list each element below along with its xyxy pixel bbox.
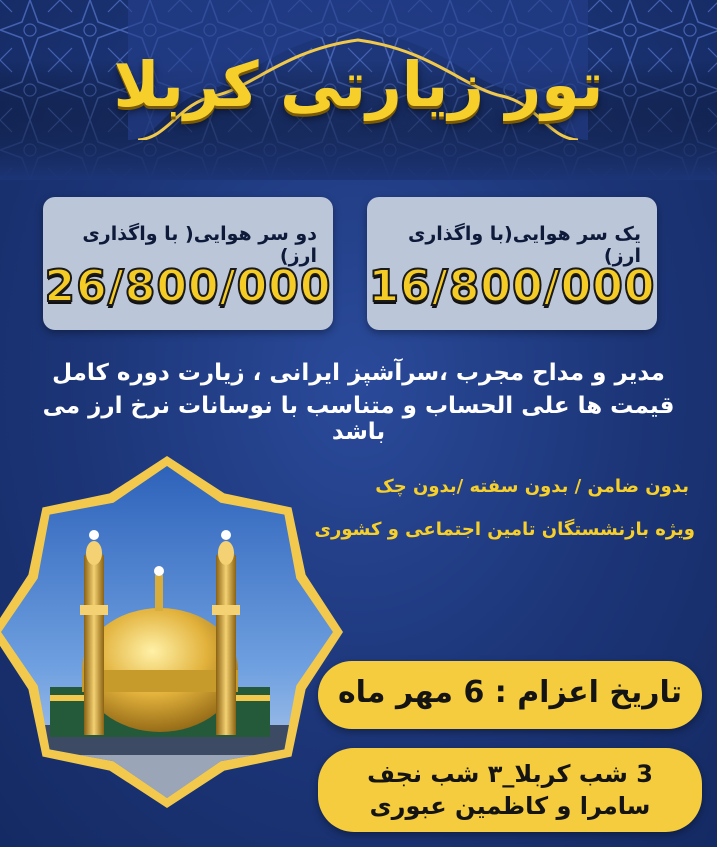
price-card-round-trip (43, 197, 333, 330)
price-label-one-way: یک سر هوایی(با واگذاری ارز) (407, 223, 641, 267)
conditions-line-2: ویژه بازنشستگان تامین اجتماعی و کشوری (314, 519, 695, 540)
description-line-1: مدیر و مداح مجرب ،سرآشپز ایرانی ، زیارت دوره کامل (52, 360, 665, 386)
price-label-round-trip: دو سر هوایی( با واگذاری ارز) (82, 223, 317, 267)
price-value-round-trip: 26/800/000 (44, 261, 332, 312)
itinerary-line-2: سامرا و کاظمین عبوری (369, 792, 651, 820)
description-line-2: قیمت ها علی الحساب و متناسب با نوسانات نرخ ارز می باشد (42, 393, 675, 445)
itinerary-line-1: 3 شب کربلا_٣ شب نجف (367, 760, 653, 788)
conditions-line-1: بدون ضامن / بدون سفته /بدون چک (375, 476, 689, 497)
itinerary-pill (318, 748, 702, 832)
price-card-one-way (367, 197, 657, 330)
page-title: تور زیارتی کربلا (113, 48, 604, 121)
shrine-photo (0, 455, 345, 810)
departure-date-pill (318, 661, 702, 729)
price-value-one-way: 16/800/000 (368, 261, 656, 312)
departure-date-text: تاریخ اعزام : 6 مهر ماه (337, 675, 683, 710)
